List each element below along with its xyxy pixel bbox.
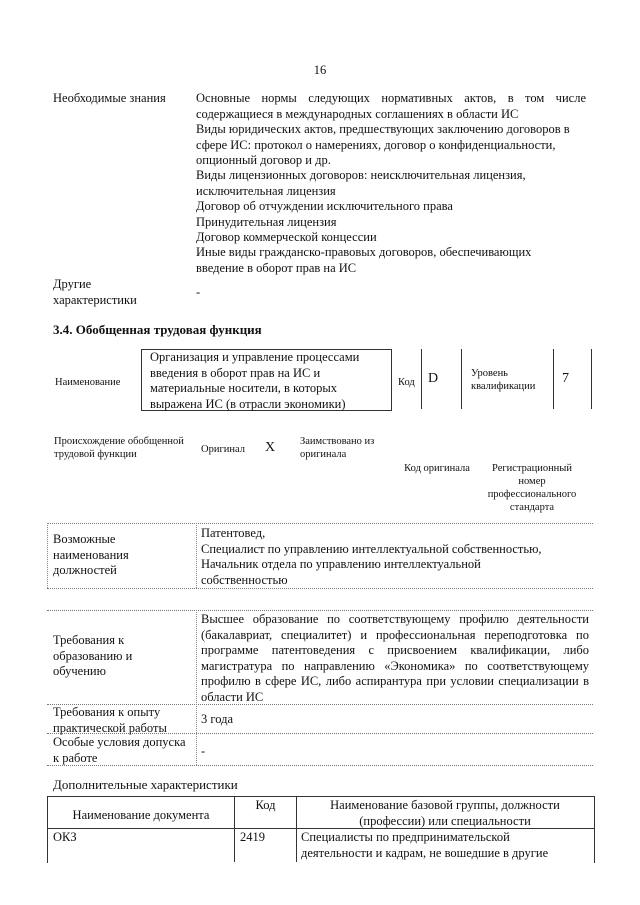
code-box-left [421, 349, 422, 409]
code-label: Код [398, 377, 415, 388]
additional-header-group: Наименование базовой группы, должности (профессии) или специальности [330, 798, 560, 828]
code-original-label: Код оригинала [404, 463, 470, 474]
other-characteristics-value: - [196, 285, 201, 299]
level-value: 7 [562, 371, 569, 386]
reg-number-label: Регистрационный номер профессионального стандарта [487, 463, 577, 513]
knowledge-item: Виды юридических актов, предшествующих заключению договоров в сфере ИС: протокол о намерениях, договор о конфиденциальности, опционный договор и др. [196, 122, 570, 167]
other-characteristics-label: Другие характеристики [53, 277, 137, 307]
additional-header-doc: Наименование документа [72, 808, 210, 822]
positions-left-edge [47, 523, 48, 588]
level-label: Уровень квалификации [471, 368, 536, 392]
page-number: 16 [313, 63, 327, 77]
special-conditions-label: Особые условия допуска к работе [53, 735, 186, 765]
table-row-group: Специалисты по предпринимательской деятельности и кадрам, не вошедшие в другие [301, 830, 549, 860]
name-value: Организация и управление процессами введения в оборот прав на ИС и материальные носители, в которых выражена ИС (в отрасли экономики) [150, 350, 360, 411]
additional-col-divider-2 [296, 796, 297, 862]
code-box-right [461, 349, 462, 409]
positions-top-rule [47, 523, 593, 524]
experience-value: 3 года [201, 712, 233, 726]
position-item: Специалист по управлению интеллектуальной собственностью, [201, 542, 542, 556]
table-row-doc: ОКЗ [53, 830, 77, 844]
knowledge-label: Необходимые знания [53, 91, 166, 105]
original-mark: X [265, 440, 276, 455]
level-box-left [553, 349, 554, 409]
positions-label: Возможные наименования должностей [53, 532, 129, 577]
knowledge-item: Договор коммерческой концессии [196, 230, 377, 244]
experience-label: Требования к опыту практической работы [53, 705, 167, 735]
knowledge-item: Основные нормы следующих нормативных актов, в том числе содержащиеся в международных соглашениях в области ИС [196, 91, 586, 121]
level-box-right [591, 349, 592, 409]
borrowed-label: Заимствовано из оригинала [300, 436, 375, 460]
education-value: Высшее образование по соответствующему профилю деятельности (бакалавриат, специалитет) и профессиональная переподготовка по программе патентоведения с присвоением квалификации, либо магистратура по направлению «Экономика» по соответствующему профилю в сфере ИС, либо аспирантура при условии специализации в области ИС [201, 612, 589, 704]
special-conditions-value: - [201, 744, 206, 758]
knowledge-item: Иные виды гражданско-правовых договоров, обеспечивающих введение в оборот прав на ИС [196, 245, 532, 275]
additional-title: Дополнительные характеристики [53, 777, 238, 792]
knowledge-item: Принудительная лицензия [196, 215, 337, 229]
code-value: D [428, 371, 439, 386]
positions-divider [196, 523, 197, 588]
knowledge-item: Договор об отчуждении исключительного права [196, 199, 453, 213]
req-top-rule [47, 610, 593, 611]
section-title: 3.4. Обобщенная трудовая функция [53, 322, 262, 337]
position-item: Начальник отдела по управлению интеллектуальной собственностью [201, 557, 481, 587]
position-item: Патентовед, [201, 526, 266, 540]
additional-header-code: Код [255, 798, 276, 812]
origin-label: Происхождение обобщенной трудовой функции [54, 436, 184, 460]
table-row-code: 2419 [240, 830, 265, 844]
positions-bottom-rule [47, 588, 593, 589]
knowledge-item: Виды лицензионных договоров: неисключительная лицензия, исключительная лицензия [196, 168, 526, 198]
req-divider [196, 610, 197, 765]
original-label: Оригинал [201, 444, 245, 455]
name-label: Наименование [55, 377, 121, 388]
education-label: Требования к образованию и обучению [53, 633, 133, 678]
